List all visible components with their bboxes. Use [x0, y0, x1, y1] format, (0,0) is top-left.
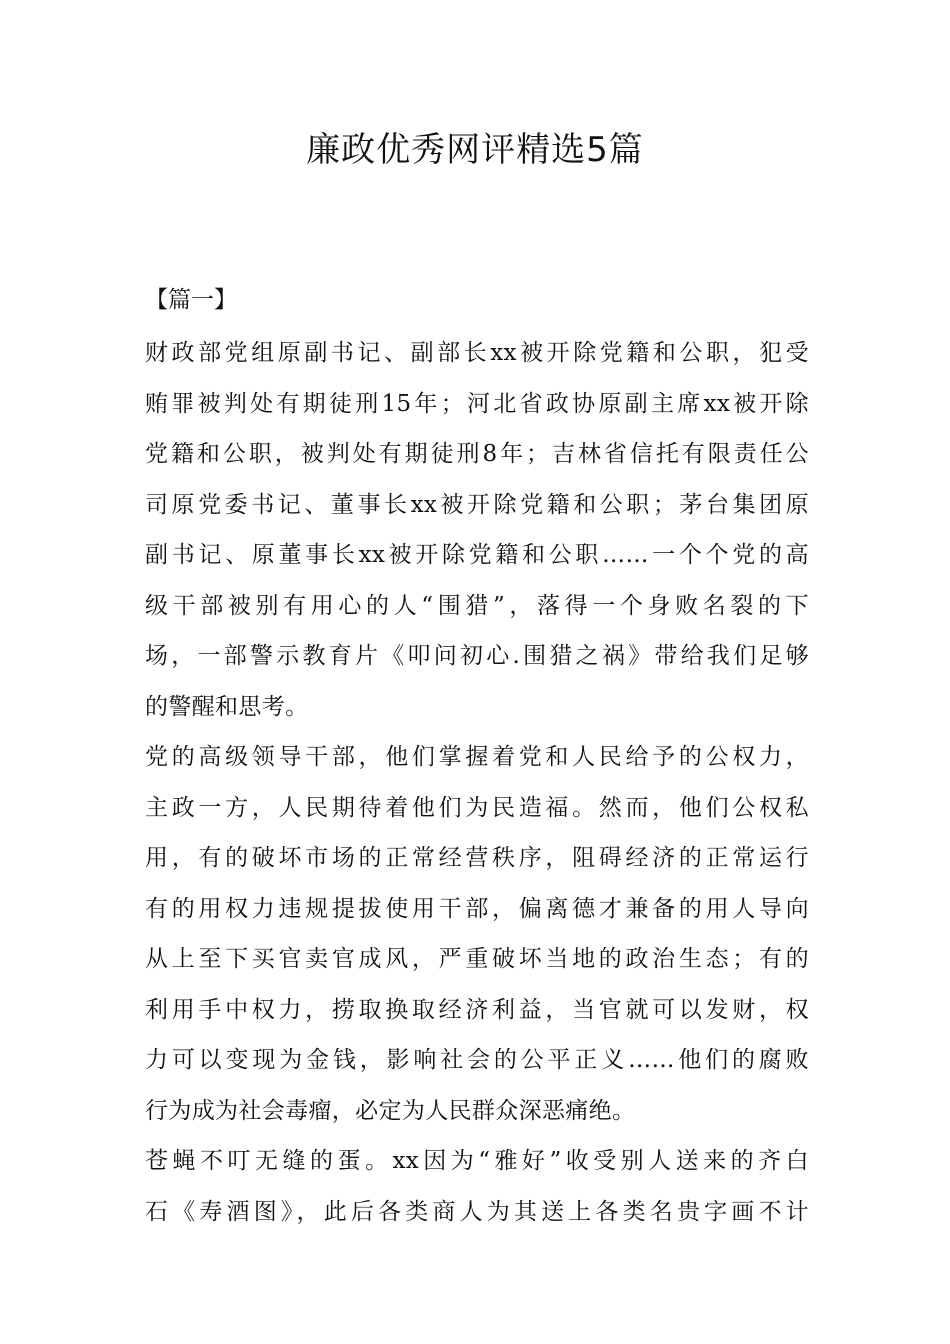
body-line: 司原党委书记、董事长xx被开除党籍和公职；茅台集团原: [145, 491, 809, 518]
body-line: 场，一部警示教育片《叩问初心.围猎之祸》带给我们足够: [145, 643, 809, 669]
body-line: 从上至下买官卖官成风，严重破坏当地的政治生态；有的: [145, 946, 809, 972]
body-line: 党的高级领导干部，他们掌握着党和人民给予的公权力，: [145, 744, 809, 770]
body-line: 力可以变现为金钱，影响社会的公平正义……他们的腐败: [145, 1047, 809, 1073]
document-title: 廉政优秀网评精选5篇: [306, 130, 644, 170]
body-line: 利用手中权力，捞取换取经济利益，当官就可以发财，权: [145, 996, 809, 1023]
body-line: 用，有的破坏市场的正常经营秩序，阻碍经济的正常运行: [145, 845, 809, 871]
body-line: 财政部党组原副书记、副部长xx被开除党籍和公职，犯受: [145, 340, 809, 366]
body-line: 副书记、原董事长xx被开除党籍和公职……一个个党的高: [145, 542, 809, 568]
body-line: 贿罪被判处有期徒刑15年；河北省政协原副主席xx被开除: [145, 390, 809, 417]
body-line: 石《寿酒图》，此后各类商人为其送上各类名贵字画不计: [145, 1198, 809, 1225]
body-line: 党籍和公职，被判处有期徒刑8年；吉林省信托有限责任公: [145, 441, 809, 467]
body-line: 的警醒和思考。: [145, 693, 309, 720]
body-line: 苍蝇不叮无缝的蛋。xx因为“雅好”收受别人送来的齐白: [145, 1148, 809, 1174]
body-line: 级干部被别有用心的人“围猎”，落得一个身败名裂的下: [145, 592, 809, 619]
document-body: [145, 275, 809, 1237]
body-line: 有的用权力违规提拔使用干部，偏离德才兼备的用人导向: [145, 895, 809, 922]
body-line: 主政一方，人民期待着他们为民造福。然而，他们公权私: [145, 794, 809, 821]
body-line: 行为成为社会毒瘤，必定为人民群众深恶痛绝。: [145, 1097, 636, 1124]
section-heading: 【篇一】: [145, 287, 237, 313]
